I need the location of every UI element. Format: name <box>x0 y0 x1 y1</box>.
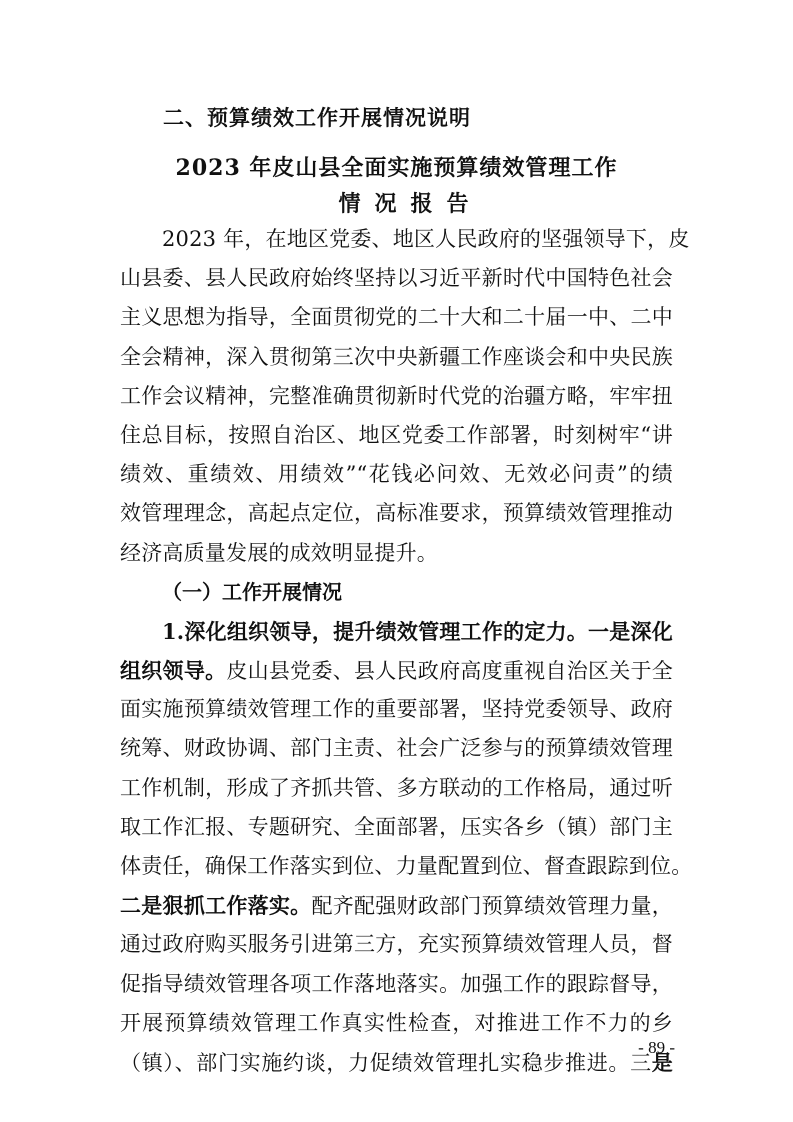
para1-line <box>120 886 673 925</box>
para1-line: 取工作汇报、专题研究、全面部署，压实各乡（镇）部门主 <box>120 814 673 839</box>
report-body <box>120 220 693 1082</box>
subheading-work-progress: （一）工作开展情况 <box>162 579 342 604</box>
intro-line: 主义思想为指导，全面贯彻党的二十大和二十届一中、二中 <box>120 305 673 330</box>
para1-bold-phrase: 组织领导。 <box>120 658 227 684</box>
para1-text: 配齐配强财政部门预算绩效管理力量， <box>311 894 673 919</box>
para1-bold-phrase: 二是狠抓工作落实。 <box>120 893 312 919</box>
intro-line: 经济高质量发展的成效明显提升。 <box>120 540 438 565</box>
para1-line <box>120 651 673 690</box>
intro-line: 住总目标，按照自治区、地区党委工作部署，时刻树牢“讲 <box>120 422 673 447</box>
para1-line: 面实施预算绩效管理工作的重要部署，坚持党委领导、政府 <box>120 697 673 722</box>
para1-text: 皮山县党委、县人民政府高度重视自治区关于全 <box>226 659 673 684</box>
para1-line <box>120 1043 673 1082</box>
para1-line: 体责任，确保工作落实到位、力量配置到位、督查跟踪到位。 <box>120 854 693 878</box>
para1-line: 统筹、财政协调、部门主责、社会广泛参与的预算绩效管理 <box>120 736 673 761</box>
page-number: - 89 - <box>638 1038 675 1057</box>
report-title-line-1: 2023 年皮山县全面实施预算绩效管理工作 <box>175 155 618 181</box>
intro-line: 效管理理念，高起点定位，高标准要求，预算绩效管理推动 <box>120 501 673 526</box>
para1-text: （镇）、部门实施约谈，力促绩效管理扎实稳步推进。三 <box>120 1050 652 1075</box>
para1-lead-line: 1.深化组织领导，提升绩效管理工作的定力。一是深化 <box>162 618 673 644</box>
section-heading: 二、预算绩效工作开展情况说明 <box>163 106 471 130</box>
para1-bold-phrase: 是 <box>651 1049 673 1075</box>
para1-line: 促指导绩效管理各项工作落地落实。加强工作的跟踪督导， <box>120 971 673 996</box>
para1-line: 工作机制，形成了齐抓共管、多方联动的工作格局，通过听 <box>120 775 673 800</box>
intro-line: 工作会议精神，完整准确贯彻新时代党的治疆方略，牢牢扭 <box>120 383 673 408</box>
intro-line: 山县委、县人民政府始终坚持以习近平新时代中国特色社会 <box>120 266 673 291</box>
intro-line: 全会精神，深入贯彻第三次中央新疆工作座谈会和中央民族 <box>120 344 673 369</box>
intro-line: 绩效、重绩效、用绩效”“花钱必问效、无效必问责”的绩 <box>120 462 673 487</box>
para1-line: 通过政府购买服务引进第三方，充实预算绩效管理人员，督 <box>120 932 673 957</box>
report-title-line-2: 情况报告 <box>338 191 483 217</box>
intro-line: 2023 年，在地区党委、地区人民政府的坚强领导下，皮 <box>162 227 690 251</box>
para1-line: 开展预算绩效管理工作真实性检查，对推进工作不力的乡 <box>120 1010 673 1035</box>
